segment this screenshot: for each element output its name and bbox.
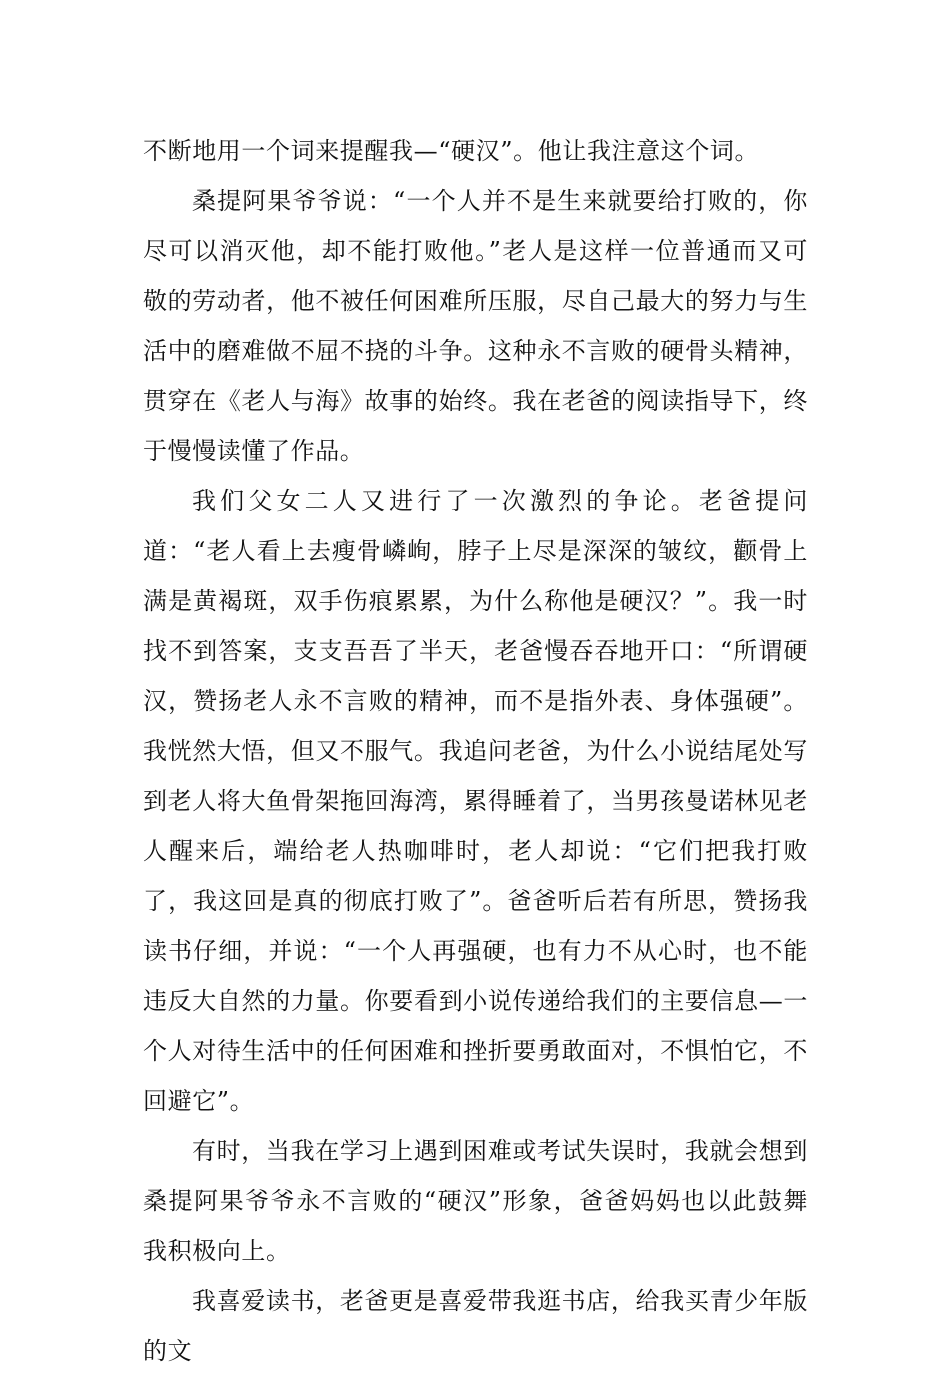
paragraph-5: 我喜爱读书，老爸更是喜爱带我逛书店，给我买青少年版的文 xyxy=(143,1287,808,1365)
paragraph-3: 我们父女二人又进行了一次激烈的争论。老爸提问道：“老人看上去瘦骨嶙峋，脖子上尽是深深的皱纹，颧骨上满是黄褐斑，双手伤痕累累，为什么称他是硬汉？”。我一时找不到答案，支支吾吾了半天，老爸慢吞吞地开口：“所谓硬汉，赞扬老人永不言败的精神，而不是指外表、身体强硬”。我恍然大悟，但又不服气。我追问老爸，为什么小说结尾处写到老人将大鱼骨架拖回海湾，累得睡着了，当男孩曼诺林见老人醒来后，端给老人热咖啡时，老人却说：“它们把我打败了，我这回是真的彻底打败了”。爸爸听后若有所思，赞扬我读书仔细，并说：“一个人再强硬，也有力不从心时，也不能违反大自然的力量。你要看到小说传递给我们的主要信息—一个人对待生活中的任何困难和挫折要勇敢面对，不惧怕它，不回避它”。 xyxy=(143,487,808,1115)
paragraph-2: 桑提阿果爷爷说：“一个人并不是生来就要给打败的，你尽可以消灭他，却不能打败他。”老人是这样一位普通而又可敬的劳动者，他不被任何困难所压服，尽自己最大的努力与生活中的磨难做不屈不挠的斗争。这种永不言败的硬骨头精神，贯穿在《老人与海》故事的始终。我在老爸的阅读指导下，终于慢慢读懂了作品。 xyxy=(143,187,808,465)
paragraph-1: 不断地用一个词来提醒我—“硬汉”。他让我注意这个词。 xyxy=(143,137,760,165)
paragraph-4: 有时，当我在学习上遇到困难或考试失误时，我就会想到桑提阿果爷爷永不言败的“硬汉”形象，爸爸妈妈也以此鼓舞我积极向上。 xyxy=(143,1137,808,1265)
document-body xyxy=(143,126,808,1376)
